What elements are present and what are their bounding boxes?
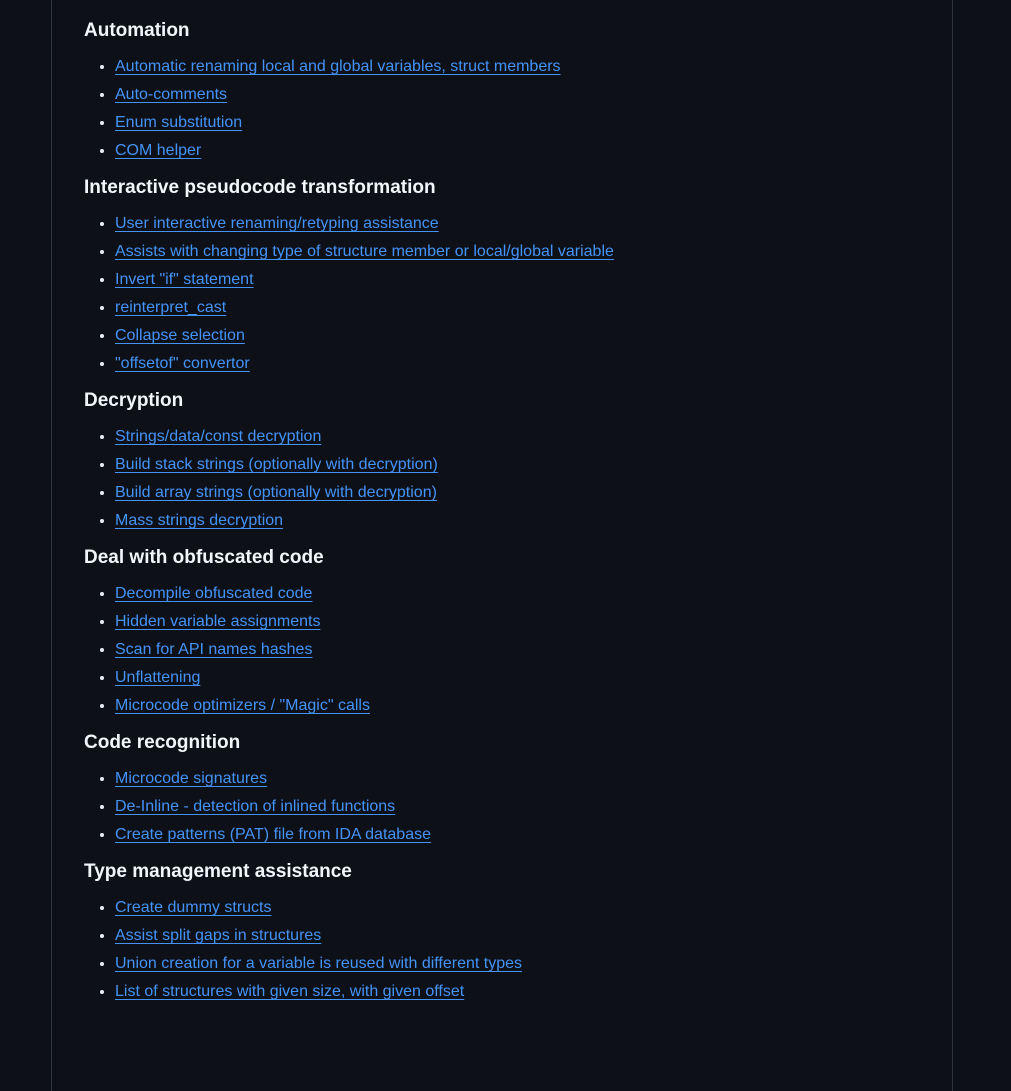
- feature-link[interactable]: Create patterns (PAT) file from IDA database: [115, 826, 431, 843]
- list-item: [115, 506, 944, 534]
- feature-link[interactable]: Create dummy structs: [115, 899, 272, 916]
- link-list-code-recognition: [84, 764, 944, 848]
- feature-link[interactable]: Scan for API names hashes: [115, 641, 313, 658]
- list-item: [115, 663, 944, 691]
- feature-link[interactable]: Build stack strings (optionally with decryption): [115, 456, 438, 473]
- feature-link[interactable]: Unflattening: [115, 669, 201, 686]
- feature-link[interactable]: Invert "if" statement: [115, 271, 254, 288]
- feature-link[interactable]: "offsetof" convertor: [115, 355, 250, 372]
- link-list-decryption: [84, 422, 944, 534]
- feature-link[interactable]: Auto-comments: [115, 86, 228, 103]
- feature-link[interactable]: Union creation for a variable is reused with different types: [115, 955, 523, 972]
- list-item: [115, 209, 944, 237]
- feature-link[interactable]: Decompile obfuscated code: [115, 585, 313, 602]
- feature-link[interactable]: Collapse selection: [115, 327, 245, 344]
- list-item: [115, 921, 944, 949]
- feature-link[interactable]: Strings/data/const decryption: [115, 428, 322, 445]
- feature-link[interactable]: Build array strings (optionally with decryption): [115, 484, 437, 501]
- list-item: [115, 265, 944, 293]
- list-item: [115, 607, 944, 635]
- list-item: [115, 977, 944, 1005]
- list-item: [115, 893, 944, 921]
- list-item: [115, 349, 944, 377]
- section-heading-automation: Automation: [84, 20, 190, 41]
- section-heading-deal-with-obfuscated-code: Deal with obfuscated code: [84, 547, 324, 568]
- feature-link[interactable]: Assist split gaps in structures: [115, 927, 322, 944]
- feature-link[interactable]: User interactive renaming/retyping assistance: [115, 215, 439, 232]
- link-list-automation: [84, 52, 944, 164]
- link-list-interactive-pseudocode-transformation: [84, 209, 944, 377]
- feature-link[interactable]: Mass strings decryption: [115, 512, 284, 529]
- feature-link[interactable]: Microcode optimizers / "Magic" calls: [115, 697, 370, 714]
- list-item: [115, 478, 944, 506]
- list-item: [115, 820, 944, 848]
- feature-link[interactable]: De-Inline - detection of inlined functions: [115, 798, 396, 815]
- feature-link[interactable]: reinterpret_cast: [115, 299, 227, 316]
- readme-content: [84, 16, 944, 1014]
- section-heading-type-management-assistance: Type management assistance: [84, 861, 352, 882]
- link-list-deal-with-obfuscated-code: [84, 579, 944, 719]
- list-item: [115, 764, 944, 792]
- list-item: [115, 237, 944, 265]
- link-list-type-management-assistance: [84, 893, 944, 1005]
- list-item: [115, 80, 944, 108]
- feature-link[interactable]: COM helper: [115, 142, 202, 159]
- list-item: [115, 108, 944, 136]
- feature-link[interactable]: List of structures with given size, with given offset: [115, 983, 465, 1000]
- feature-link[interactable]: Enum substitution: [115, 114, 243, 131]
- feature-link[interactable]: Assists with changing type of structure member or local/global variable: [115, 243, 614, 260]
- list-item: [115, 579, 944, 607]
- feature-link[interactable]: Automatic renaming local and global variables, struct members: [115, 58, 561, 75]
- list-item: [115, 792, 944, 820]
- list-item: [115, 52, 944, 80]
- section-heading-interactive-pseudocode-transformation: Interactive pseudocode transformation: [84, 177, 436, 198]
- feature-link[interactable]: Microcode signatures: [115, 770, 268, 787]
- list-item: [115, 321, 944, 349]
- list-item: [115, 949, 944, 977]
- section-heading-code-recognition: Code recognition: [84, 732, 241, 753]
- list-item: [115, 422, 944, 450]
- list-item: [115, 450, 944, 478]
- list-item: [115, 691, 944, 719]
- list-item: [115, 136, 944, 164]
- list-item: [115, 635, 944, 663]
- section-heading-decryption: Decryption: [84, 390, 184, 411]
- feature-link[interactable]: Hidden variable assignments: [115, 613, 321, 630]
- list-item: [115, 293, 944, 321]
